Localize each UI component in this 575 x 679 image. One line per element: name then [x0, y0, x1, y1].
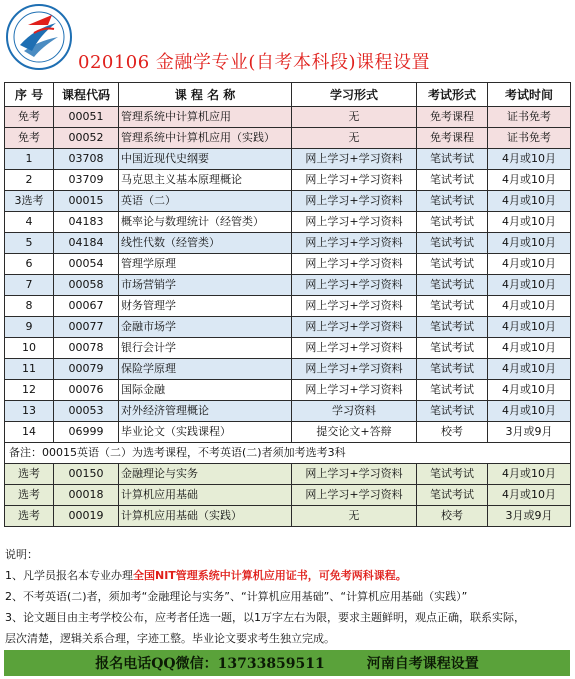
course-row	[5, 338, 571, 359]
note-3-line-1: 3、论文题目由主考学校公布，应考者任选一题，以1万字左右为限，要求主题鲜明，观点正确，联系实际，	[5, 611, 525, 624]
cell-course-name: 金融理论与实务	[119, 464, 292, 485]
table-header-row	[5, 83, 571, 107]
cell-exam-time: 4月或10月	[488, 149, 571, 170]
course-row	[5, 317, 571, 338]
cell-seq: 免考	[5, 128, 54, 149]
elective-course-row	[5, 485, 571, 506]
cell-exam-mode: 笔试考试	[417, 275, 488, 296]
cell-exam-mode: 笔试考试	[417, 212, 488, 233]
note-3-line-2: 层次清楚，逻辑关系合理，字迹工整。毕业论文要求考生独立完成。	[5, 632, 335, 645]
cell-course-name: 英语（二）	[119, 191, 292, 212]
cell-code: 00150	[54, 464, 119, 485]
cell-seq: 2	[5, 170, 54, 191]
cell-seq: 3选考	[5, 191, 54, 212]
exempt-course-row	[5, 107, 571, 128]
cell-study-mode: 无	[292, 107, 417, 128]
cell-exam-mode: 笔试考试	[417, 380, 488, 401]
cell-study-mode: 网上学习+学习资料	[292, 296, 417, 317]
header-seq: 序 号	[5, 83, 54, 107]
cell-seq: 11	[5, 359, 54, 380]
course-row	[5, 380, 571, 401]
cell-seq: 10	[5, 338, 54, 359]
cell-code: 00018	[54, 485, 119, 506]
course-row	[5, 275, 571, 296]
course-row	[5, 170, 571, 191]
note-1-highlight: 全国NIT管理系统中计算机应用证书，可免考两科课程。	[133, 569, 407, 582]
cell-exam-mode: 笔试考试	[417, 191, 488, 212]
cell-code: 00015	[54, 191, 119, 212]
elective-course-row	[5, 464, 571, 485]
cell-study-mode: 网上学习+学习资料	[292, 359, 417, 380]
exempt-course-row	[5, 128, 571, 149]
cell-code: 00058	[54, 275, 119, 296]
course-row	[5, 401, 571, 422]
cell-exam-time: 4月或10月	[488, 170, 571, 191]
cell-course-name: 管理系统中计算机应用（实践）	[119, 128, 292, 149]
course-row	[5, 191, 571, 212]
cell-exam-mode: 笔试考试	[417, 149, 488, 170]
cell-study-mode: 无	[292, 128, 417, 149]
cell-exam-mode: 笔试考试	[417, 338, 488, 359]
cell-course-name: 线性代数（经管类）	[119, 233, 292, 254]
cell-exam-mode: 免考课程	[417, 107, 488, 128]
cell-seq: 14	[5, 422, 54, 443]
course-table	[4, 82, 571, 527]
cell-exam-time: 3月或9月	[488, 506, 571, 527]
cell-code: 00076	[54, 380, 119, 401]
cell-exam-time: 4月或10月	[488, 485, 571, 506]
table-body	[5, 107, 571, 527]
header-study-mode: 学习形式	[292, 83, 417, 107]
notes-section	[5, 544, 571, 649]
cell-code: 04184	[54, 233, 119, 254]
cell-code: 00052	[54, 128, 119, 149]
cell-course-name: 金融市场学	[119, 317, 292, 338]
header-exam-time: 考试时间	[488, 83, 571, 107]
cell-course-name: 对外经济管理概论	[119, 401, 292, 422]
cell-study-mode: 网上学习+学习资料	[292, 338, 417, 359]
cell-exam-mode: 校考	[417, 422, 488, 443]
cell-seq: 5	[5, 233, 54, 254]
cell-code: 03709	[54, 170, 119, 191]
cell-exam-mode: 笔试考试	[417, 254, 488, 275]
cell-exam-time: 证书免考	[488, 107, 571, 128]
footer-contact: 报名电话QQ微信：13733859511	[95, 656, 325, 672]
cell-study-mode: 网上学习+学习资料	[292, 275, 417, 296]
course-row	[5, 149, 571, 170]
course-row	[5, 359, 571, 380]
cell-exam-time: 4月或10月	[488, 380, 571, 401]
cell-seq: 12	[5, 380, 54, 401]
cell-seq: 4	[5, 212, 54, 233]
cell-exam-time: 4月或10月	[488, 338, 571, 359]
cell-exam-time: 4月或10月	[488, 233, 571, 254]
cell-exam-time: 4月或10月	[488, 464, 571, 485]
cell-course-name: 马克思主义基本原理概论	[119, 170, 292, 191]
cell-study-mode: 网上学习+学习资料	[292, 317, 417, 338]
cell-code: 00079	[54, 359, 119, 380]
cell-exam-time: 证书免考	[488, 128, 571, 149]
cell-study-mode: 网上学习+学习资料	[292, 233, 417, 254]
cell-study-mode: 网上学习+学习资料	[292, 191, 417, 212]
cell-code: 00078	[54, 338, 119, 359]
cell-course-name: 管理系统中计算机应用	[119, 107, 292, 128]
cell-code: 00067	[54, 296, 119, 317]
cell-exam-mode: 免考课程	[417, 128, 488, 149]
header-course-name: 课 程 名 称	[119, 83, 292, 107]
cell-exam-mode: 笔试考试	[417, 359, 488, 380]
cell-study-mode: 网上学习+学习资料	[292, 149, 417, 170]
course-row	[5, 296, 571, 317]
cell-study-mode: 无	[292, 506, 417, 527]
cell-course-name: 管理学原理	[119, 254, 292, 275]
page-title: 020106 金融学专业(自考本科段)课程设置	[78, 52, 430, 73]
cell-exam-mode: 笔试考试	[417, 464, 488, 485]
remark-row	[5, 443, 571, 464]
cell-course-name: 银行会计学	[119, 338, 292, 359]
cell-study-mode: 网上学习+学习资料	[292, 485, 417, 506]
cell-code: 00019	[54, 506, 119, 527]
cell-seq: 9	[5, 317, 54, 338]
cell-exam-time: 4月或10月	[488, 212, 571, 233]
course-row	[5, 233, 571, 254]
footer-org: 河南自考课程设置	[366, 656, 479, 672]
cell-seq: 7	[5, 275, 54, 296]
cell-exam-mode: 笔试考试	[417, 296, 488, 317]
cell-course-name: 保险学原理	[119, 359, 292, 380]
header-code: 课程代码	[54, 83, 119, 107]
cell-code: 06999	[54, 422, 119, 443]
note-2: 2、不考英语(二)者，须加考“金融理论与实务”、“计算机应用基础”、“计算机应用基础（实践）”	[5, 590, 468, 603]
cell-seq: 选考	[5, 485, 54, 506]
cell-seq: 选考	[5, 506, 54, 527]
cell-exam-mode: 笔试考试	[417, 317, 488, 338]
note-1	[5, 565, 571, 586]
cell-course-name: 概率论与数理统计（经管类）	[119, 212, 292, 233]
course-row	[5, 212, 571, 233]
cell-exam-mode: 校考	[417, 506, 488, 527]
cell-course-name: 财务管理学	[119, 296, 292, 317]
cell-exam-mode: 笔试考试	[417, 233, 488, 254]
cell-exam-time: 4月或10月	[488, 296, 571, 317]
cell-code: 04183	[54, 212, 119, 233]
cell-exam-time: 4月或10月	[488, 359, 571, 380]
cell-code: 00051	[54, 107, 119, 128]
cell-seq: 选考	[5, 464, 54, 485]
cell-course-name: 毕业论文（实践课程）	[119, 422, 292, 443]
course-row	[5, 254, 571, 275]
cell-study-mode: 网上学习+学习资料	[292, 380, 417, 401]
cell-code: 00054	[54, 254, 119, 275]
footer-banner	[4, 650, 570, 676]
cell-exam-time: 4月或10月	[488, 275, 571, 296]
cell-course-name: 市场营销学	[119, 275, 292, 296]
cell-exam-time: 4月或10月	[488, 191, 571, 212]
cell-exam-time: 4月或10月	[488, 254, 571, 275]
cell-study-mode: 学习资料	[292, 401, 417, 422]
remark-text: 备注：00015英语（二）为选考课程，不考英语(二)者须加考选考3科	[5, 443, 571, 464]
cell-seq: 8	[5, 296, 54, 317]
cell-study-mode: 提交论文+答辩	[292, 422, 417, 443]
cell-course-name: 国际金融	[119, 380, 292, 401]
cell-study-mode: 网上学习+学习资料	[292, 254, 417, 275]
cell-exam-time: 4月或10月	[488, 317, 571, 338]
cell-seq: 13	[5, 401, 54, 422]
notes-heading: 说明：	[5, 548, 38, 561]
cell-study-mode: 网上学习+学习资料	[292, 212, 417, 233]
note-1-text: 1、凡学员报名本专业办理	[5, 569, 133, 582]
cell-code: 03708	[54, 149, 119, 170]
cell-course-name: 计算机应用基础（实践）	[119, 506, 292, 527]
cell-code: 00077	[54, 317, 119, 338]
cell-exam-mode: 笔试考试	[417, 485, 488, 506]
header-exam-mode: 考试形式	[417, 83, 488, 107]
cell-study-mode: 网上学习+学习资料	[292, 464, 417, 485]
cell-course-name: 计算机应用基础	[119, 485, 292, 506]
cell-seq: 免考	[5, 107, 54, 128]
cell-exam-mode: 笔试考试	[417, 170, 488, 191]
cell-exam-mode: 笔试考试	[417, 401, 488, 422]
cell-study-mode: 网上学习+学习资料	[292, 170, 417, 191]
cell-seq: 1	[5, 149, 54, 170]
cell-seq: 6	[5, 254, 54, 275]
cell-code: 00053	[54, 401, 119, 422]
cell-exam-time: 4月或10月	[488, 401, 571, 422]
cell-exam-time: 3月或9月	[488, 422, 571, 443]
cell-course-name: 中国近现代史纲要	[119, 149, 292, 170]
elective-course-row	[5, 506, 571, 527]
course-row	[5, 422, 571, 443]
school-logo	[4, 3, 74, 71]
